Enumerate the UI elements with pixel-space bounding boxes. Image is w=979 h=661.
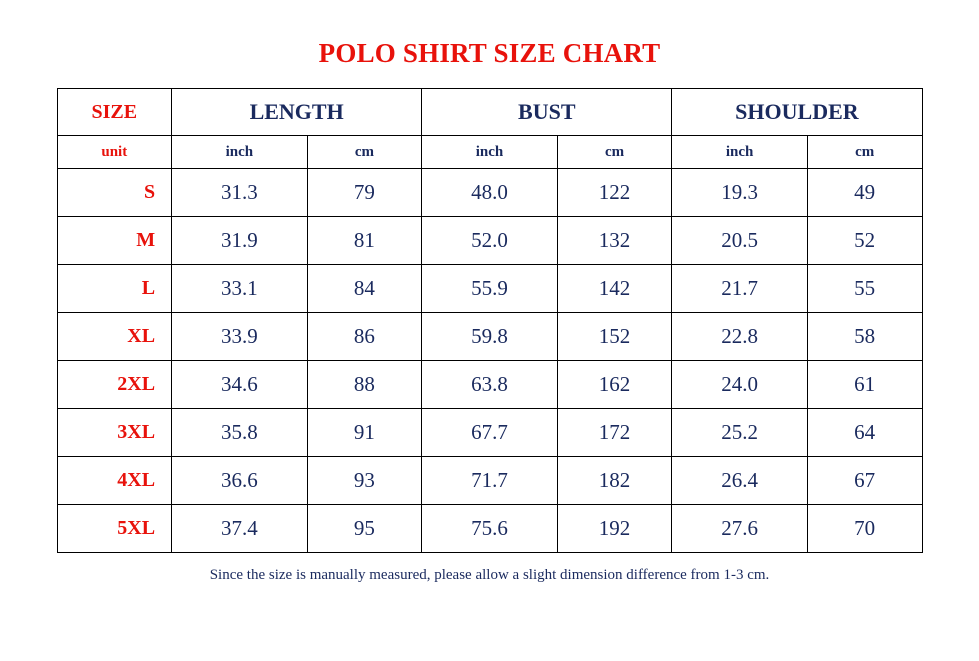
table-row [57,217,922,265]
unit-label: unit [57,136,172,169]
cell-length-cm: 88 [307,361,422,409]
cell-bust-inch: 71.7 [422,457,558,505]
size-chart-table-wrapper [57,88,923,553]
cell-shoulder-inch: 27.6 [672,505,808,553]
cell-shoulder-inch: 19.3 [672,169,808,217]
unit-length-cm: cm [307,136,422,169]
cell-length-inch: 31.3 [172,169,308,217]
cell-bust-inch: 59.8 [422,313,558,361]
cell-shoulder-inch: 25.2 [672,409,808,457]
cell-shoulder-inch: 26.4 [672,457,808,505]
unit-bust-cm: cm [557,136,672,169]
cell-shoulder-cm: 52 [807,217,922,265]
cell-shoulder-cm: 70 [807,505,922,553]
cell-bust-cm: 152 [557,313,672,361]
cell-bust-cm: 142 [557,265,672,313]
unit-bust-inch: inch [422,136,558,169]
cell-size: S [57,169,172,217]
cell-size: XL [57,313,172,361]
cell-length-inch: 33.1 [172,265,308,313]
cell-bust-cm: 132 [557,217,672,265]
cell-length-inch: 36.6 [172,457,308,505]
cell-length-inch: 37.4 [172,505,308,553]
cell-bust-inch: 63.8 [422,361,558,409]
cell-length-cm: 93 [307,457,422,505]
cell-bust-inch: 48.0 [422,169,558,217]
cell-bust-cm: 172 [557,409,672,457]
cell-size: 2XL [57,361,172,409]
header-size: SIZE [57,89,172,136]
unit-shoulder-cm: cm [807,136,922,169]
table-group-header-row [57,89,922,136]
cell-shoulder-inch: 22.8 [672,313,808,361]
cell-bust-inch: 75.6 [422,505,558,553]
table-row [57,313,922,361]
cell-shoulder-cm: 64 [807,409,922,457]
header-bust: BUST [422,89,672,136]
page-title: POLO SHIRT SIZE CHART [318,38,661,68]
cell-length-cm: 79 [307,169,422,217]
cell-shoulder-inch: 24.0 [672,361,808,409]
cell-length-inch: 33.9 [172,313,308,361]
cell-shoulder-cm: 67 [807,457,922,505]
table-row [57,409,922,457]
table-row [57,361,922,409]
measurement-note: Since the size is manually measured, please allow a slight dimension difference from 1-3 cm. [209,567,770,583]
table-row [57,457,922,505]
cell-size: 3XL [57,409,172,457]
cell-length-inch: 34.6 [172,361,308,409]
unit-shoulder-inch: inch [672,136,808,169]
table-row [57,505,922,553]
cell-length-cm: 91 [307,409,422,457]
cell-size: L [57,265,172,313]
cell-bust-cm: 162 [557,361,672,409]
header-shoulder: SHOULDER [672,89,922,136]
cell-length-cm: 81 [307,217,422,265]
cell-bust-cm: 122 [557,169,672,217]
cell-shoulder-cm: 61 [807,361,922,409]
table-row [57,265,922,313]
cell-bust-inch: 55.9 [422,265,558,313]
cell-length-cm: 86 [307,313,422,361]
cell-bust-inch: 52.0 [422,217,558,265]
cell-shoulder-cm: 58 [807,313,922,361]
unit-length-inch: inch [172,136,308,169]
table-row [57,169,922,217]
size-chart-table [57,88,923,553]
size-chart-page [0,38,979,661]
table-unit-row [57,136,922,169]
header-length: LENGTH [172,89,422,136]
cell-bust-cm: 182 [557,457,672,505]
cell-size: 4XL [57,457,172,505]
cell-bust-cm: 192 [557,505,672,553]
cell-length-inch: 31.9 [172,217,308,265]
cell-size: M [57,217,172,265]
cell-length-cm: 84 [307,265,422,313]
cell-shoulder-cm: 55 [807,265,922,313]
cell-size: 5XL [57,505,172,553]
cell-shoulder-inch: 21.7 [672,265,808,313]
cell-shoulder-cm: 49 [807,169,922,217]
cell-length-inch: 35.8 [172,409,308,457]
cell-shoulder-inch: 20.5 [672,217,808,265]
cell-length-cm: 95 [307,505,422,553]
cell-bust-inch: 67.7 [422,409,558,457]
